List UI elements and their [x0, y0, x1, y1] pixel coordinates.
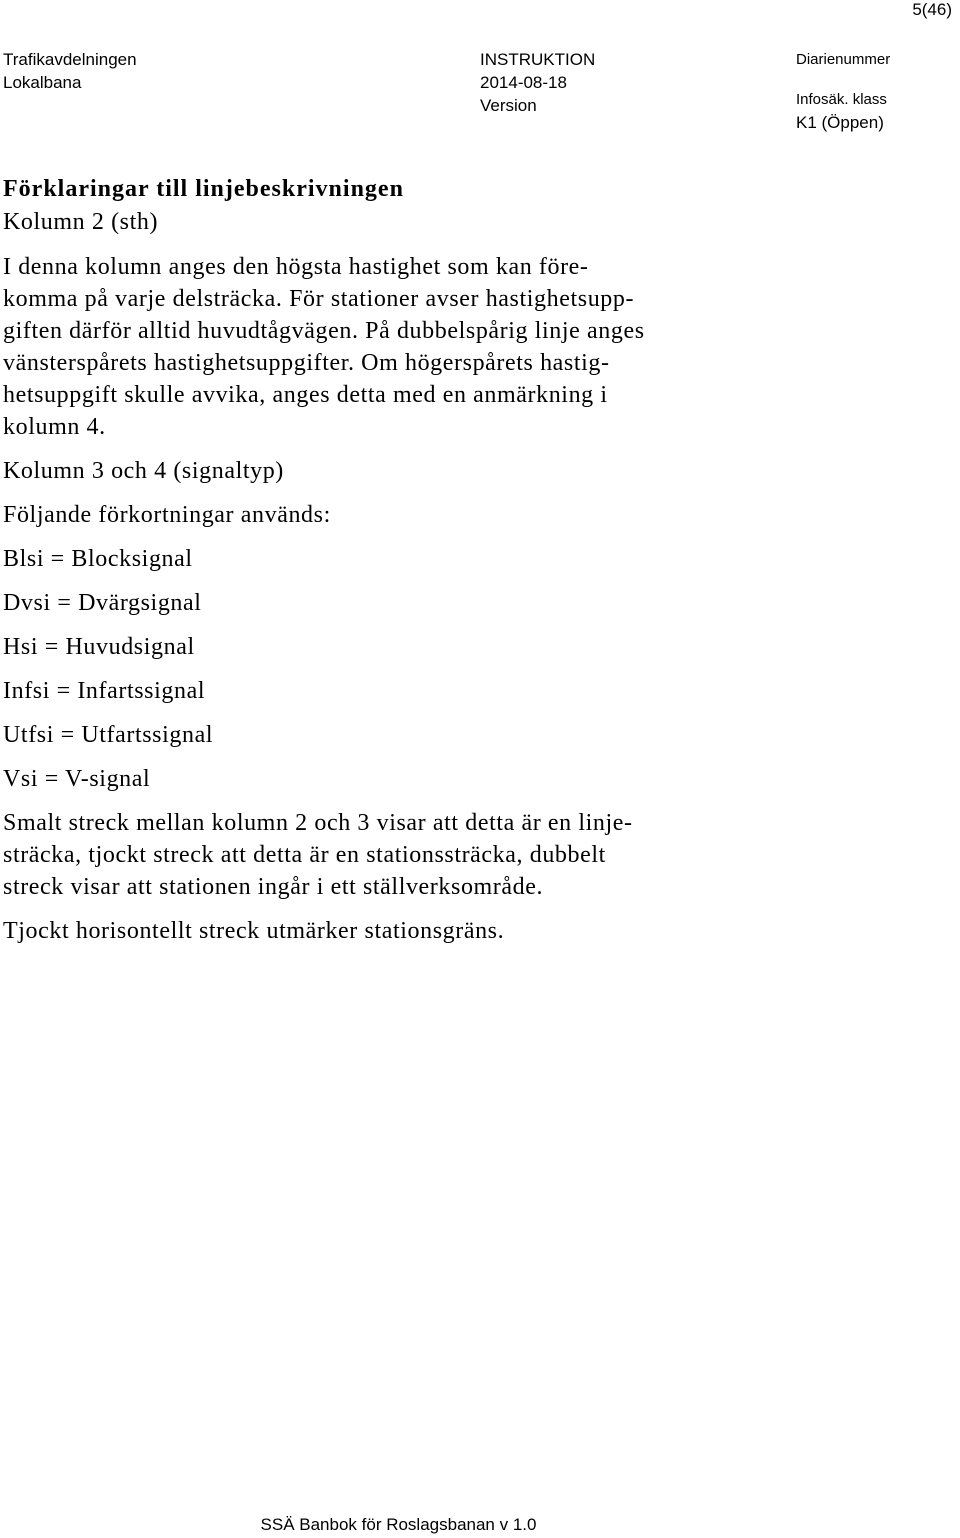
column-2-line: I denna kolumn anges den högsta hastighet som kan före- — [3, 254, 589, 280]
page-number: 5(46) — [912, 0, 952, 19]
header-classification-label: Infosäk. klass — [796, 91, 887, 108]
header-reference-label: Diarienummer — [796, 51, 891, 68]
column-2-line: kolumn 4. — [3, 414, 106, 440]
header-version-label: Version — [480, 96, 537, 115]
header-reference-block — [796, 48, 890, 134]
abbreviations-intro: Följande förkortningar används: — [3, 502, 331, 528]
header-document-block — [480, 48, 595, 117]
abbreviation-item: Utfsi = Utfartssignal — [3, 722, 214, 748]
column-2-line: vänsterspårets hastighetsuppgifter. Om högerspårets hastig- — [3, 350, 610, 376]
abbreviation-item: Vsi = V-signal — [3, 766, 151, 792]
header-date: 2014-08-18 — [480, 73, 567, 92]
column-2-title: Kolumn 2 (sth) — [3, 209, 159, 235]
column-3-4-title: Kolumn 3 och 4 (signaltyp) — [3, 458, 284, 484]
station-border-note: Tjockt horisontellt streck utmärker stationsgräns. — [3, 918, 505, 944]
header-organization-block — [3, 48, 137, 94]
abbreviation-item: Blsi = Blocksignal — [3, 546, 193, 572]
line-explanation-line: sträcka, tjockt streck att detta är en stationssträcka, dubbelt — [3, 842, 606, 868]
abbreviation-item: Hsi = Huvudsignal — [3, 634, 195, 660]
header-doc-type: INSTRUKTION — [480, 50, 596, 69]
header-classification-value: K1 (Öppen) — [796, 113, 884, 132]
column-2-line: komma på varje delsträcka. För stationer avser hastighetsupp- — [3, 286, 635, 312]
column-2-description — [3, 251, 803, 443]
document-body — [3, 172, 803, 959]
column-2-line: giften därför alltid huvudtågvägen. På dubbelspårig linje anges — [3, 318, 645, 344]
section-heading: Förklaringar till linjebeskrivningen — [3, 176, 404, 202]
footer: SSÄ Banbok för Roslagsbanan v 1.0 — [260, 1515, 537, 1534]
abbreviation-item: Infsi = Infartssignal — [3, 678, 206, 704]
line-explanation-line: streck visar att stationen ingår i ett ställverksområde. — [3, 874, 544, 900]
line-explanation-line: Smalt streck mellan kolumn 2 och 3 visar att detta är en linje- — [3, 810, 633, 836]
header-org: Trafikavdelningen — [3, 50, 137, 69]
column-2-line: hetsuppgift skulle avvika, anges detta med en anmärkning i — [3, 382, 608, 408]
header-unit: Lokalbana — [3, 73, 82, 92]
abbreviation-item: Dvsi = Dvärgsignal — [3, 590, 202, 616]
line-explanation — [3, 807, 803, 903]
header-spacer — [796, 71, 890, 88]
